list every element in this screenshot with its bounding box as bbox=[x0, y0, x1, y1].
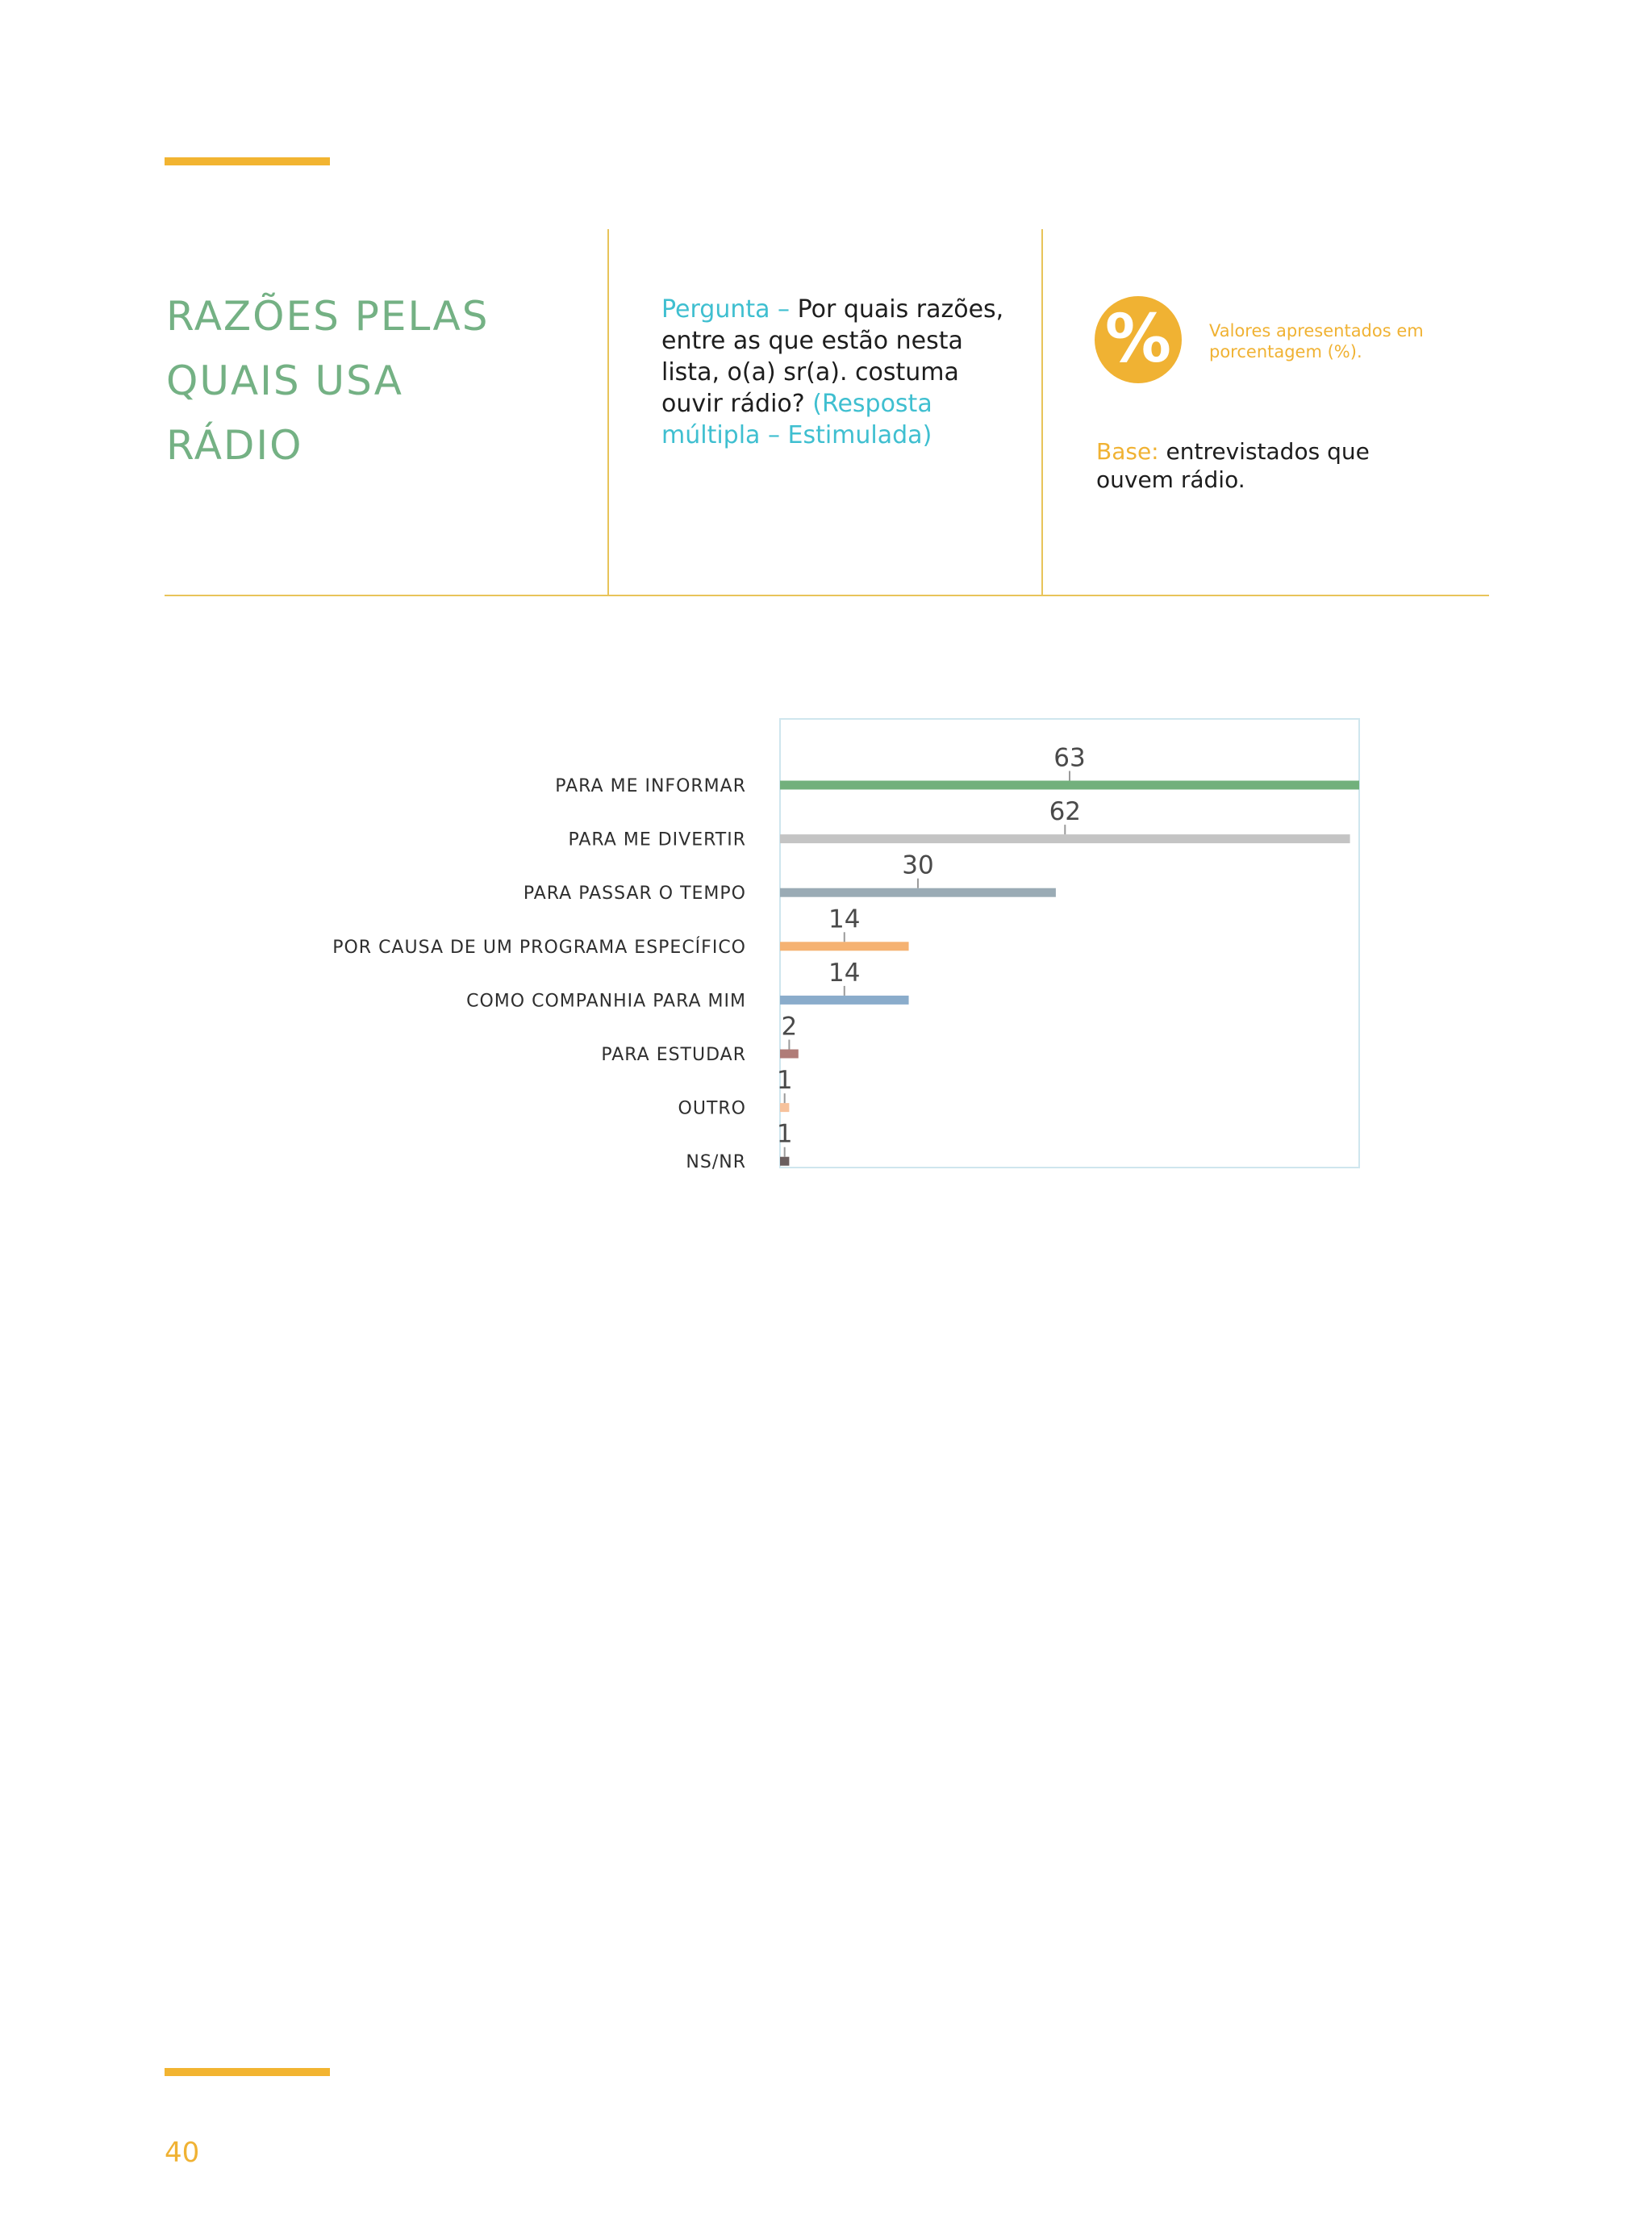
category-label: PARA PASSAR O TEMPO bbox=[523, 884, 746, 905]
bar bbox=[780, 996, 909, 1005]
base-body: entrevistados que ouvem rádio. bbox=[1096, 438, 1370, 493]
category-label: OUTRO bbox=[678, 1098, 746, 1119]
category-label: PARA ME INFORMAR bbox=[555, 776, 746, 796]
bar bbox=[780, 1157, 789, 1166]
bar bbox=[780, 888, 1056, 897]
title-line-3: RÁDIO bbox=[166, 422, 303, 469]
bar bbox=[780, 942, 909, 950]
category-label: POR CAUSA DE UM PROGRAMA ESPECÍFICO bbox=[332, 937, 746, 958]
percent-icon: % bbox=[1095, 296, 1182, 383]
title-line-1: RAZÕES PELAS bbox=[166, 293, 490, 340]
bar bbox=[780, 1050, 799, 1059]
bar bbox=[780, 1103, 789, 1112]
value-label: 1 bbox=[776, 1119, 793, 1149]
question-suffix: (Resposta múltipla – Estimulada) bbox=[661, 390, 932, 449]
question-prefix: Pergunta – bbox=[661, 295, 798, 324]
base-prefix: Base: bbox=[1096, 438, 1159, 465]
category-label: PARA ESTUDAR bbox=[601, 1045, 746, 1065]
question-body: Por quais razões, entre as que estão nesta lista, o(a) sr(a). costuma ouvir rádio? bbox=[661, 295, 1004, 418]
value-label: 1 bbox=[776, 1066, 793, 1096]
value-label: 30 bbox=[902, 850, 934, 880]
bar bbox=[780, 781, 1359, 790]
category-label: COMO COMPANHIA PARA MIM bbox=[466, 991, 746, 1012]
percent-note: Valores apresentados em porcentagem (%). bbox=[1209, 321, 1424, 361]
category-label: PARA ME DIVERTIR bbox=[568, 829, 746, 850]
value-label: 63 bbox=[1053, 743, 1086, 773]
value-label: 14 bbox=[828, 905, 861, 934]
title-line-2: QUAIS USA bbox=[166, 357, 404, 404]
bar bbox=[780, 834, 1350, 843]
category-label: NS/NR bbox=[686, 1152, 746, 1173]
value-label: 62 bbox=[1049, 797, 1082, 827]
value-label: 14 bbox=[828, 958, 861, 988]
bottom-accent-bar bbox=[165, 2068, 330, 2076]
value-label: 2 bbox=[781, 1012, 798, 1042]
page-number: 40 bbox=[165, 2137, 200, 2169]
